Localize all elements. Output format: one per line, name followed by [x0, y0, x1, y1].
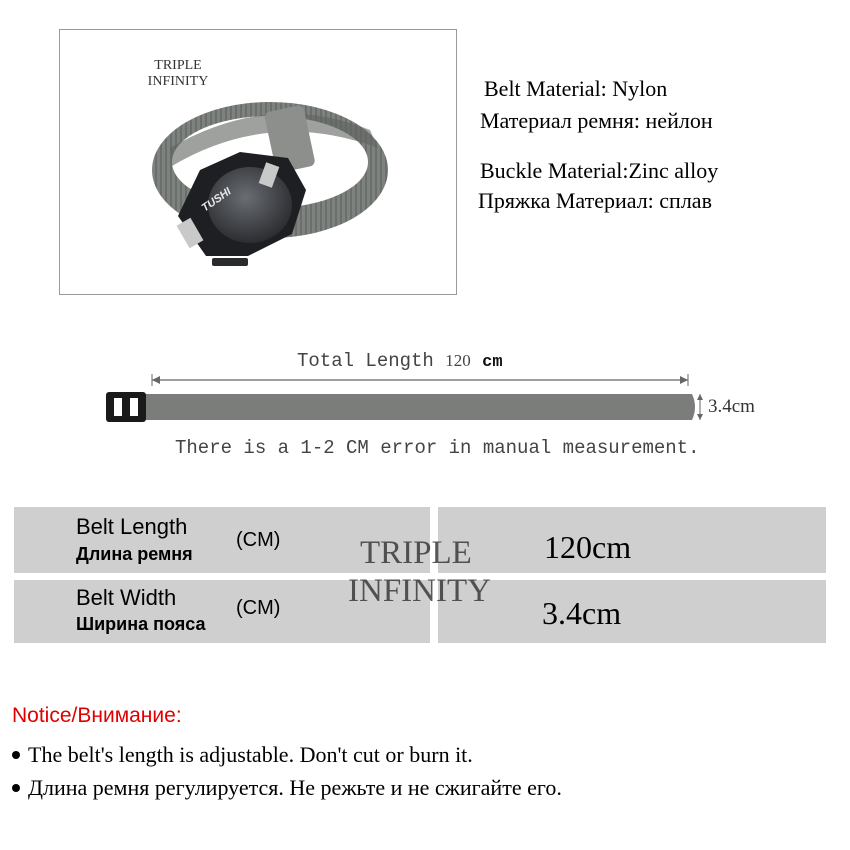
belt-length-label-ru: Длина ремня: [76, 544, 193, 564]
belt-material-en: Belt Material: Nylon: [484, 76, 668, 101]
belt-photo-illustration: [60, 30, 456, 294]
table-row: [438, 580, 826, 643]
belt-width-unit: (CM): [236, 597, 281, 619]
notice-item-text: Длина ремня регулируется. Не режьте и не сжигайте его.: [28, 775, 562, 800]
buckle-logo: TUSHI: [199, 185, 234, 215]
bullet-icon: [12, 784, 20, 792]
belt-material-ru: Материал ремня: нейлон: [480, 108, 713, 133]
size-table: [0, 505, 850, 645]
belt-width-value: 3.4cm: [542, 595, 622, 631]
table-watermark-line2: INFINITY: [348, 573, 491, 609]
photo-watermark-line2: INFINITY: [147, 74, 209, 89]
total-length-label: Total Length: [297, 350, 434, 372]
notice-item: [12, 742, 473, 768]
table-watermark-line1: TRIPLE: [360, 535, 472, 571]
total-length-unit: cm: [482, 353, 503, 372]
buckle-material-en: Buckle Material:Zinc alloy: [480, 158, 719, 183]
length-diagram: [0, 330, 850, 470]
belt-width-label-en: Belt Width: [76, 585, 177, 610]
table-row: [438, 507, 826, 573]
photo-watermark-line1: TRIPLE: [154, 58, 202, 73]
bullet-icon: [12, 751, 20, 759]
total-length-value: 120: [445, 351, 471, 370]
belt-length-value: 120cm: [544, 529, 632, 565]
belt-length-unit: (CM): [236, 529, 281, 551]
notice-item: [12, 775, 562, 801]
notice-item-text: The belt's length is adjustable. Don't cut or burn it.: [28, 742, 473, 767]
buckle-material-ru: Пряжка Материал: сплав: [478, 188, 712, 213]
belt-width-label: 3.4cm: [708, 396, 755, 417]
product-photo: [59, 29, 457, 295]
belt-diagram-graphic: [100, 370, 720, 430]
notice-title: Notice/Внимание:: [12, 704, 182, 727]
belt-width-label-ru: Ширина пояса: [76, 614, 206, 634]
belt-length-label-en: Belt Length: [76, 514, 188, 539]
measurement-error-note: There is a 1-2 CM error in manual measurement.: [175, 437, 700, 459]
